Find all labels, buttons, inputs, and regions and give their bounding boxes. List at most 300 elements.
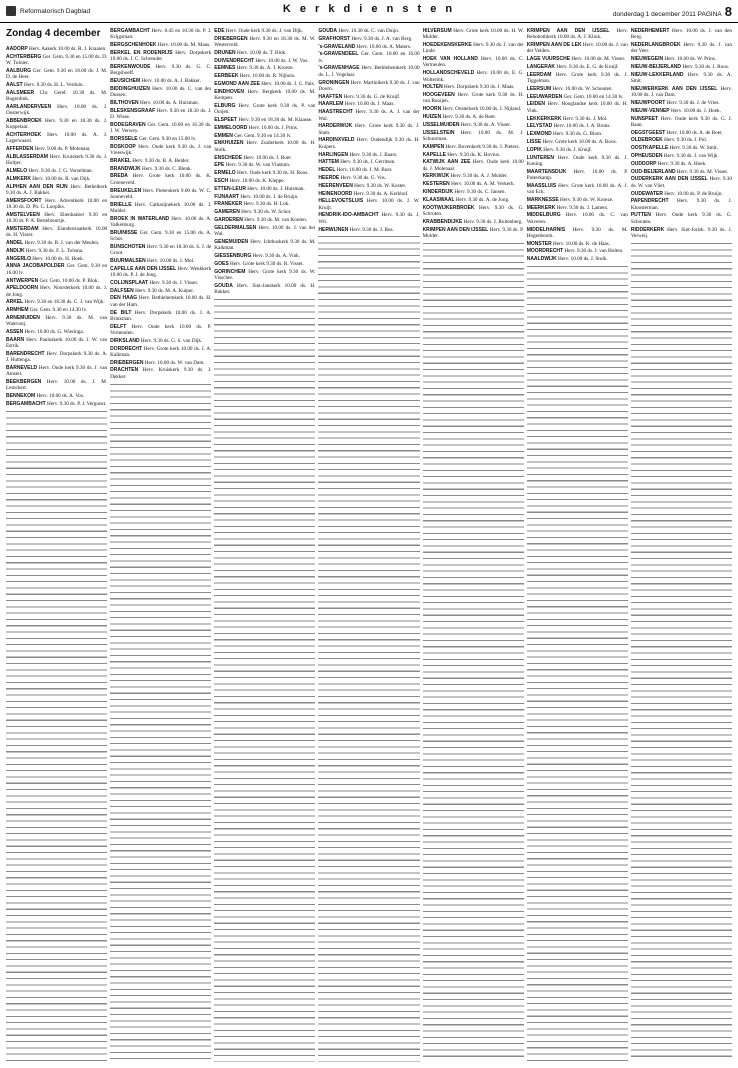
- church-service-entry: [631, 169, 732, 175]
- place-name: CAPELLE AAN DEN IJSSEL: [110, 265, 177, 272]
- place-name: HEINENOORD: [318, 190, 353, 197]
- place-name: HERWIJNEN: [318, 226, 349, 233]
- service-details: Herv. 9.30 ds. J. Visser.: [149, 279, 199, 286]
- service-details: Herv. 9.30 ds. J. Pol.: [664, 137, 708, 144]
- church-service-entry: [318, 44, 419, 50]
- church-service-entry: [6, 248, 107, 254]
- service-details: Herv. 9.30 ds. A. Visser.: [460, 121, 511, 128]
- church-service-entry: [110, 244, 211, 257]
- place-name: LEERDAM: [526, 71, 552, 78]
- service-details: Herv. 9.30 ds. J. de Vries.: [666, 99, 720, 106]
- place-name: DRUNEN: [214, 49, 236, 56]
- place-name: BRAKEL: [110, 157, 131, 164]
- service-details: Herv. 9.30 ds. C. Jansen.: [454, 189, 506, 196]
- service-details: Herv. 10.00 ds. W. van Dam.: [144, 359, 205, 366]
- church-service-entry: [318, 51, 419, 64]
- place-name: LEIDEN: [526, 101, 546, 108]
- text-continuation: [214, 297, 315, 1062]
- church-service-entry: [110, 338, 211, 344]
- service-details: Herv. 9.30 ds. J. van Wijk.: [663, 153, 719, 160]
- church-service-entry: [318, 94, 419, 100]
- church-service-entry: [6, 365, 107, 378]
- church-service-entry: [214, 178, 315, 184]
- column-entries: [527, 28, 628, 263]
- place-name: EINDHOVEN: [214, 88, 245, 95]
- church-service-entry: [423, 84, 524, 90]
- text-continuation: [110, 382, 211, 1062]
- church-service-entry: [423, 42, 524, 55]
- church-service-entry: [110, 28, 211, 41]
- service-details: Herv. Dorpskerk 9.30 ds. A. J. Huttenga.: [6, 350, 108, 364]
- church-service-entry: [423, 159, 524, 172]
- place-name: GOUDA: [318, 28, 338, 34]
- service-details: Herv. Oude kerk 9.30 ds. J. van Amstel.: [6, 365, 108, 378]
- service-details: Herv. 10.00 ds. K. de Haas.: [553, 240, 611, 247]
- service-details: Herv. 10.00 ds. K. Kleppe.: [229, 177, 285, 184]
- service-details: Herv. 9.30 ds. A. de Boer.: [442, 114, 497, 121]
- church-service-entry: [318, 167, 419, 173]
- church-service-entry: [6, 184, 107, 197]
- column-5: [423, 28, 524, 1062]
- place-name: DEN HAAG: [110, 295, 138, 302]
- place-name: ANNA JACOBAPOLDER: [6, 263, 65, 270]
- church-service-entry: [214, 269, 315, 282]
- service-details: Herv. Grote kerk 10.00 ds. H. W. Mulder.: [422, 28, 524, 41]
- service-details: Herv. 9.30 ds. W. van Vliet.: [630, 176, 732, 189]
- place-name: BERKEL EN RODENRIJS: [110, 49, 173, 56]
- church-service-entry: [527, 86, 628, 92]
- service-details: Herv. 10.00 ds. P. de Bruijn.: [664, 190, 723, 197]
- service-details: Herv. Martinikerk 9.30 ds. J. van Doorn.: [318, 79, 420, 92]
- service-details: Herv. 9.30 ds. J. Gerritsen.: [340, 159, 396, 166]
- church-service-entry: [110, 108, 211, 121]
- service-details: Herv. 10.00 ds. J. Maas.: [344, 101, 395, 108]
- church-service-entry: [527, 155, 628, 168]
- service-details: Herv. 9.30 en 18.30 ds. C. J. van Wijk.: [24, 299, 105, 306]
- church-service-entry: [6, 104, 107, 117]
- church-service-entry: [6, 168, 107, 174]
- church-service-entry: [318, 227, 419, 233]
- service-details: Herv. 10.00 ds. R. Nijhuis.: [239, 73, 296, 80]
- place-name: GORINCHEM: [214, 268, 246, 275]
- column-entries: [318, 28, 419, 233]
- place-name: BOSKOOP: [110, 143, 136, 150]
- place-name: APELDOORN: [6, 285, 38, 292]
- church-service-entry: [631, 64, 732, 70]
- church-service-entry: [214, 201, 315, 207]
- service-details: Herv. 10.00 ds. A. Maters.: [356, 43, 412, 50]
- service-details: Herv. 9.30 ds. G. Schroten.: [422, 204, 524, 217]
- service-details: Herv. 10.00 ds. R. van Dijk.: [32, 175, 91, 182]
- service-details: Herv. Sint-Janskerk 10.00 ds. H. Bakker.: [214, 282, 316, 295]
- place-name: GRONINGEN: [318, 79, 350, 86]
- church-service-entry: [110, 216, 211, 229]
- place-name: NIEUWPOORT: [630, 99, 666, 106]
- place-name: RIDDERKERK: [630, 226, 665, 233]
- church-service-entry: [631, 72, 732, 85]
- church-service-entry: [214, 170, 315, 176]
- church-service-entry: [110, 86, 211, 99]
- place-name: KESTEREN: [422, 181, 450, 188]
- church-service-entry: [527, 205, 628, 211]
- service-details: Herv. 9.30 ds. G. Vos.: [340, 174, 387, 181]
- service-details: Herv. Sint-Jorisk. 9.30 ds. J. Verweij.: [630, 226, 732, 239]
- column-4: [318, 28, 419, 1062]
- place-name: LEEUWARDEN: [526, 93, 563, 100]
- service-details: Herv. Bovenkerk 9.30 ds. J. Pieters.: [445, 143, 520, 150]
- place-name: ACHTERBERG: [6, 53, 42, 60]
- church-service-entry: [6, 46, 107, 52]
- service-details: Herv. 9.30 ds. G. C. Bergshoeff.: [110, 63, 212, 77]
- church-service-entry: [423, 197, 524, 203]
- place-name: AALST: [6, 81, 23, 88]
- service-details: Herv. 9.30 ds. A. J. Mulder.: [450, 173, 508, 180]
- service-details: Herv. 9.30 ds. J. Lamers.: [556, 204, 609, 211]
- column-entries: [6, 46, 107, 407]
- service-details: Herv. 10.00 ds. A. J. Lagerwaard.: [6, 132, 108, 145]
- service-details: Herv. 10.00 ds. J. van Dam.: [630, 85, 732, 99]
- church-service-entry: [6, 154, 107, 167]
- church-service-entry: [527, 116, 628, 122]
- place-name: DALFSEN: [110, 287, 134, 294]
- place-name: EPE: [214, 162, 225, 169]
- place-name: AMSTERDAM: [6, 225, 39, 232]
- church-service-entry: [318, 159, 419, 165]
- place-name: ALMKERK: [6, 175, 31, 182]
- column-entries: [214, 28, 315, 295]
- church-service-entry: [6, 118, 107, 131]
- church-service-entry: [423, 181, 524, 187]
- service-details: Ger. Gem. 9.30 en 15.00 ds. D. W. Tuinier.: [6, 53, 108, 67]
- church-service-entry: [527, 197, 628, 203]
- church-service-entry: [423, 152, 524, 158]
- church-service-entry: [6, 240, 107, 246]
- service-details: Ger. Gem. 10.00 en 16.30 ds. J. W. Verwey.: [110, 121, 212, 135]
- church-service-entry: [6, 329, 107, 335]
- place-name: KAPELLE: [422, 151, 446, 158]
- place-name: BRIELLE: [110, 201, 132, 208]
- place-name: BAARN: [6, 336, 25, 343]
- place-name: MIDDELHARNIS: [526, 226, 566, 233]
- church-service-entry: [110, 158, 211, 164]
- service-details: Herv. Kruiskerk 9.30 ds. J. Dekker.: [110, 367, 212, 380]
- place-name: AFFERDEN: [6, 146, 34, 153]
- church-service-entry: [527, 28, 628, 41]
- place-name: BERGAMBACHT: [110, 28, 150, 34]
- section-title: K e r k d i e n s t e n: [282, 3, 456, 15]
- place-name: HARDERWIJK: [318, 123, 353, 130]
- service-details: Herv. 9.30 ds. W. van Vlastuin.: [225, 162, 291, 169]
- church-service-entry: [318, 175, 419, 181]
- column-entries: [423, 28, 524, 239]
- place-name: ASSEN: [6, 329, 24, 336]
- place-name: ARMHEM: [6, 307, 29, 314]
- church-service-entry: [631, 137, 732, 143]
- service-details: Herv. Elandsstraatkerk 10.00 ds. H. Visser.: [6, 225, 108, 239]
- place-name: OUDDORP: [630, 160, 657, 167]
- place-name: GELDERMALSEN: [214, 224, 257, 231]
- service-details: Herv. 9.30 ds. J. Kloosterman.: [630, 198, 732, 211]
- service-details: Ger. Gem. 9.30 en 18.00 ds. J. M. D. de Heer.: [6, 67, 108, 81]
- column-7: [631, 28, 732, 1062]
- service-details: Ger. Gem. 10.00 ds. P. Blok.: [39, 277, 99, 284]
- service-details: Herv. 9.30 ds. M. van Wanrooij.: [6, 314, 108, 328]
- service-details: Herv. Bergkerk 10.00 ds. M. Kempen.: [214, 88, 316, 102]
- service-details: Herv. 10.00 ds. A. M. Verkerk.: [451, 181, 515, 188]
- place-name: ENSCHEDE: [214, 154, 243, 161]
- church-service-entry: [110, 367, 211, 380]
- service-details: Herv. Dorpskerk 10.00 ds. J. A. Brinkman.: [110, 309, 212, 322]
- place-name: GOES: [214, 260, 229, 267]
- service-details: Herv. 10.00 ds. C. van der Dussen.: [110, 85, 212, 99]
- church-service-entry: [110, 136, 211, 142]
- church-service-entry: [214, 140, 315, 153]
- service-details: Ger. Gem. 9.30 en 15.00 ds. A. Schot.: [110, 229, 212, 243]
- service-details: Herv. 9.30 ds. G. de Kruijf.: [343, 93, 401, 100]
- church-service-entry: [110, 64, 211, 77]
- service-details: Herv. Oude kerk 9.30 ds. H. Roos.: [236, 170, 309, 177]
- place-name: PAPENDRECHT: [630, 198, 669, 205]
- church-service-entry: [527, 169, 628, 182]
- church-service-entry: [110, 188, 211, 201]
- service-details: Herv. Oudendijk 9.30 ds. H. Kuipers.: [318, 137, 420, 150]
- place-name: KERKWIJK: [422, 173, 450, 180]
- service-details: Herv. 9.30 ds. G. S. van Dijk.: [140, 337, 203, 344]
- place-name: HEDEL: [318, 167, 336, 174]
- place-name: GIESSENBURG: [214, 252, 252, 259]
- place-name: 's-GRAVELAND: [318, 43, 356, 50]
- church-service-entry: [318, 191, 419, 197]
- place-name: BORSSELE: [110, 135, 138, 142]
- church-service-entry: [423, 56, 524, 69]
- place-name: OEGSTGEEST: [630, 129, 666, 136]
- church-service-entry: [214, 225, 315, 238]
- place-name: LANGERAK: [526, 63, 556, 70]
- service-details: Herv. 10.00 ds. E. G. Wolterink.: [422, 70, 524, 83]
- church-service-entry: [423, 205, 524, 218]
- service-details: Herv. 9.30 ds. M. van Kooten.: [244, 216, 307, 223]
- service-details: Herv. 9.30 ds. J. Mol.: [562, 115, 608, 122]
- service-details: Herv. 9.30 ds. P. J. Vergunst.: [47, 401, 107, 408]
- service-details: Herv. 9.30 ds. M. Visser.: [676, 168, 729, 175]
- service-details: Herv. 10.00 ds. C. van Waveren.: [526, 212, 628, 225]
- service-details: Herv. 10.00 ds. A. Vos.: [36, 393, 85, 400]
- place-name: MIDDELBURG: [526, 212, 561, 219]
- place-name: LEXMOND: [526, 131, 552, 138]
- church-service-entry: [527, 72, 628, 85]
- place-name: ARKEL: [6, 299, 24, 306]
- church-service-entry: [110, 360, 211, 366]
- place-name: BUURMALSEN: [110, 258, 146, 264]
- service-details: Herv. 10.00 ds. C. Vermeulen.: [422, 56, 524, 69]
- church-service-entry: [318, 101, 419, 107]
- place-name: BERGSCHENHOEK: [110, 42, 157, 49]
- service-details: Herv. 10.00 ds. W. Prins.: [664, 56, 717, 63]
- service-details: Herv. 9.30 en 18.30 ds. J. Koppelaar.: [6, 117, 108, 131]
- place-name: HELLEVOETSLUIS: [318, 198, 364, 205]
- church-service-entry: [318, 80, 419, 93]
- service-details: Herv. Ebenhaëzer 9.30 en 18.30 dr. P. A. Bestebreurtje.: [6, 211, 108, 225]
- service-details: Herv. 9.30 en 18.30 ds. M. W. Westerveld.: [214, 35, 316, 49]
- place-name: NIEUW-VENNEP: [630, 107, 670, 114]
- church-service-entry: [631, 86, 732, 99]
- service-details: Herv. Grote kerk 10.00 ds. A. Roos.: [542, 138, 617, 145]
- service-details: Herv. Wenkkerk 10.00 ds. P. J. de Jong.: [110, 265, 212, 279]
- service-details: Herv. 9.30 ds. A. J. van der Wal.: [318, 109, 420, 122]
- place-name: LAGE VUURSCHE: [526, 56, 571, 63]
- place-name: FRANEKER: [214, 201, 243, 208]
- place-name: OUDEWATER: [630, 190, 663, 197]
- service-details: Herv. Oude kerk 10.00 ds. P. Vermeulen.: [110, 323, 212, 336]
- church-service-entry: [527, 227, 628, 240]
- church-service-entry: [110, 230, 211, 243]
- place-name: PUTTEN: [630, 212, 651, 219]
- place-name: LISSE: [526, 138, 542, 145]
- place-name: KAMPEN: [422, 143, 445, 150]
- place-name: BEUSICHEM: [110, 78, 141, 85]
- church-service-entry: [110, 122, 211, 135]
- service-details: Herv. 10.00 ds. W. Schouten.: [552, 85, 613, 92]
- place-name: ENKHUIZEN: [214, 140, 244, 147]
- service-details: Herv. 9.30 ds. A. de Jong.: [455, 196, 510, 203]
- church-service-entry: [527, 183, 628, 196]
- service-details: Herv. 10.00 ds. J. Huisman.: [247, 185, 305, 192]
- place-name: AMERSFOORT: [6, 197, 42, 204]
- service-details: Herv. 10.00 ds. A. de Boer.: [666, 129, 723, 136]
- service-details: Herv. Noorderkerk 10.00 ds. J. de Jong.: [6, 285, 108, 298]
- church-service-entry: [631, 42, 732, 55]
- church-service-entry: [6, 68, 107, 81]
- church-service-entry: [423, 173, 524, 179]
- service-details: Herv. Dorpskerk 10.00 ds. J. C. Schreuder.: [110, 49, 212, 63]
- place-name: ANGERLO: [6, 255, 31, 262]
- service-details: Herv. Dorpskerk 9.30 ds. J. Maas.: [444, 84, 515, 91]
- place-name: NIEUWERKERK AAN DEN IJSSEL: [630, 85, 718, 92]
- service-details: Ger. Gem. 10.00 en 14.30 lv.: [563, 93, 624, 100]
- church-service-entry: [110, 266, 211, 279]
- church-service-entry: [214, 73, 315, 79]
- service-details: Herv. Bethelkerk 9.30 ds. A. J. Bakker.: [6, 183, 108, 196]
- church-service-entry: [214, 58, 315, 64]
- place-name: ARNEMUIDEN: [6, 314, 40, 321]
- service-details: Ger. Gem. 10.00 en 16.00 lv.: [318, 51, 420, 64]
- service-details: Herv. 10.00 ds. J. Hoek.: [670, 107, 721, 114]
- place-name: GENEMUIDEN: [214, 238, 249, 245]
- service-details: Herv. 9.30 ds. R. J. van der Meulen.: [24, 240, 100, 247]
- church-service-entry: [214, 50, 315, 56]
- service-details: Herv. Oosterkerk 10.00 ds. J. Nijland.: [442, 106, 522, 113]
- service-details: Herv. 10.00 ds. J. Stolk.: [558, 256, 608, 263]
- church-service-entry: [318, 109, 419, 122]
- service-details: Herv. 10.30 ds. C. van Duijn.: [338, 28, 400, 34]
- service-details: Ger. Gem. 9.30 en 14.30 lv.: [234, 132, 292, 139]
- service-details: Herv. 9.30 en 18.30 ds. M. Klaasse.: [238, 117, 313, 124]
- service-details: Herv. 9.30 ds. P. Mulder.: [422, 226, 524, 239]
- church-service-entry: [214, 28, 315, 34]
- service-details: Herv. 9.30 ds. W. Kroeze.: [559, 196, 614, 203]
- church-service-entry: [6, 82, 107, 88]
- place-name: NUNSPEET: [630, 115, 659, 122]
- place-name: BLESKENSGRAAF: [110, 107, 156, 114]
- service-details: Herv. 9.30 ds. J. van der Linde.: [422, 42, 524, 55]
- church-service-entry: [214, 186, 315, 192]
- service-details: Herv. 9.30 ds. E. G. de Kruijf.: [556, 63, 619, 70]
- place-name: GRAFHORST: [318, 35, 351, 42]
- place-name: ANDIJK: [6, 247, 25, 254]
- place-name: NIEUWEGEIN: [630, 56, 664, 63]
- column-entries: [110, 28, 211, 380]
- place-name: HENDRIK-IDO-AMBACHT: [318, 212, 379, 219]
- church-service-entry: [423, 219, 524, 225]
- church-service-entry: [110, 280, 211, 286]
- church-service-entry: [110, 324, 211, 337]
- service-details: Herv. 9.30 ds. G. Blom.: [553, 131, 603, 138]
- place-name: LEERSUM: [526, 85, 552, 92]
- service-details: Herv. 9.30 ds. W. Schot.: [241, 209, 292, 216]
- place-name: HATTEM: [318, 159, 339, 166]
- place-name: BODEGRAVEN: [110, 121, 146, 128]
- service-details: Herv. 9.30 ds. J. Bos.: [349, 226, 394, 233]
- place-name: HARLINGEN: [318, 151, 349, 158]
- church-service-entry: [110, 295, 211, 308]
- church-service-entry: [110, 310, 211, 323]
- church-service-entry: [631, 145, 732, 151]
- service-details: Herv. 9.30 ds. F. L. Tolsma.: [25, 247, 84, 254]
- service-details: Herv. Ichthuskerk 9.30 ds. M. Kalkman.: [214, 238, 316, 252]
- service-details: Herv. Grote kerk 10.00 ds. A. J. van Eck.: [526, 182, 628, 196]
- church-service-entry: [527, 101, 628, 114]
- church-service-entry: [631, 130, 732, 136]
- service-details: Herv. 10.00 ds. J. van der Velden.: [526, 42, 628, 55]
- church-service-entry: [214, 209, 315, 215]
- church-service-entry: [6, 315, 107, 328]
- place-name: BUNSCHOTEN: [110, 243, 146, 250]
- place-name: BREDA: [110, 173, 128, 180]
- church-service-entry: [6, 278, 107, 284]
- service-details: Herv. Adventkerk 10.00 en 18.30 ds. D. Ph. C. Loopiks.: [6, 197, 108, 211]
- place-name: BRUINISSE: [110, 229, 138, 236]
- place-name: NIEUW-LEKKERLAND: [630, 71, 684, 78]
- service-details: Herv. 9.30 ds. A. Kerkhof.: [353, 190, 409, 197]
- place-name: LUNTEREN: [526, 154, 554, 161]
- place-name: COLIJNSPLAAT: [110, 279, 149, 286]
- church-service-entry: [527, 56, 628, 62]
- church-service-entry: [527, 123, 628, 129]
- column-3: [214, 28, 315, 1062]
- place-name: DUIVENDRECHT: [214, 57, 255, 64]
- church-service-entry: [110, 100, 211, 106]
- place-name: AMSTELVEEN: [6, 211, 40, 218]
- service-details: Herv. Oude kerk 9.30 ds. J. van Vreeswijk.: [110, 143, 212, 157]
- place-name: HOEK VAN HOLLAND: [422, 56, 478, 63]
- service-details: Herv. 10.00 ds. A. J. Bakker.: [141, 78, 201, 85]
- church-service-entry: [318, 183, 419, 189]
- place-name: 's-GRAVENHAGE: [318, 65, 360, 72]
- place-name: ETTEN-LEUR: [214, 185, 246, 192]
- service-details: Herv. Oude kerk 10.00 ds. J. Molenaar.: [422, 159, 524, 172]
- place-name: BROEK IN WATERLAND: [110, 215, 170, 222]
- place-name: BILTHOVEN: [110, 99, 139, 106]
- place-name: KRIMPEN AAN DEN IJSSEL: [526, 28, 610, 34]
- place-name: BREUKELEN: [110, 187, 142, 194]
- church-service-entry: [6, 146, 107, 152]
- church-service-entry: [110, 42, 211, 48]
- church-service-entry: [214, 117, 315, 123]
- service-details: Herv. 9.30 ds. A. Hoek.: [657, 160, 707, 167]
- service-details: Herv. 10.00 ds. J. Oosterwijk.: [6, 103, 108, 117]
- place-name: MONSTER: [526, 240, 552, 247]
- service-details: Ger. Gem. 9.30 en 15.00 lv.: [138, 135, 197, 142]
